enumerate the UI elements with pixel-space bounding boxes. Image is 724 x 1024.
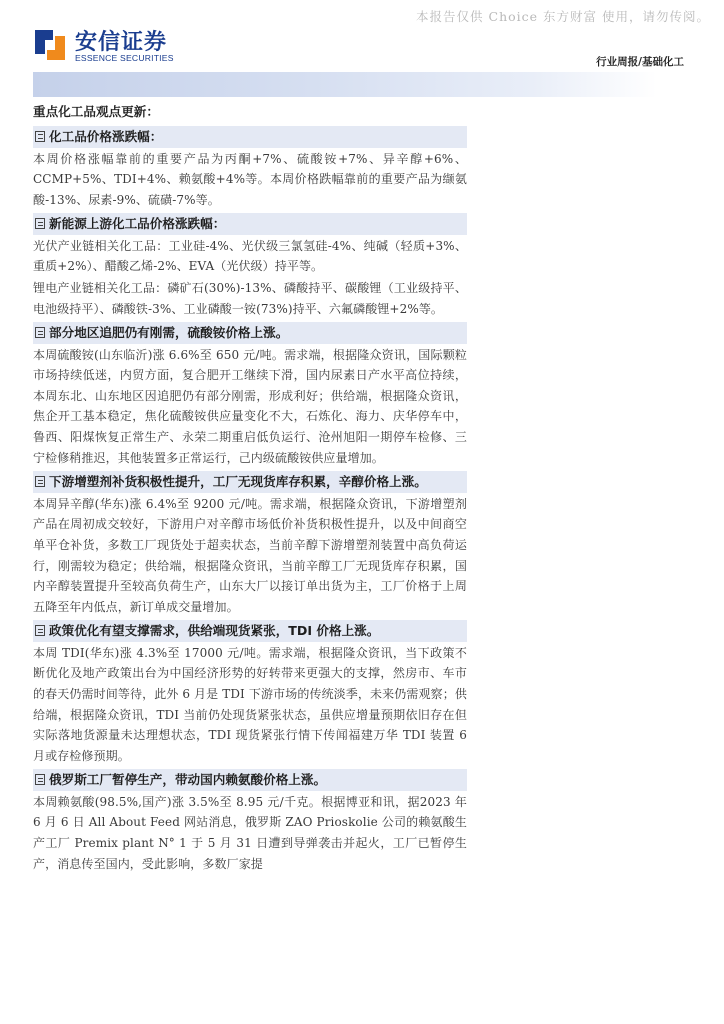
report-body	[33, 101, 467, 874]
bullet-icon	[35, 327, 45, 338]
bullet-icon	[35, 218, 45, 229]
section-heading	[33, 213, 467, 235]
bullet-icon	[35, 625, 45, 636]
report-type-label: 行业周报/基础化工	[596, 56, 684, 68]
section-heading	[33, 620, 467, 642]
section-heading-text: 化工品价格涨跌幅：	[49, 129, 163, 144]
brand-name-cn: 安信证券	[75, 30, 168, 55]
section-octanol	[33, 471, 467, 617]
paragraph: 锂电产业链相关化工品：磷矿石(30%)-13%、磷酸持平、碳酸锂（工业级持平、电池级持平）、磷酸铁-3%、工业磷酸一铵(73%)持平、六氟磷酸锂+2%等。	[33, 280, 467, 316]
bullet-icon	[35, 476, 45, 487]
section-price-changes	[33, 126, 467, 210]
section-heading-text: 下游增塑剂补货积极性提升，工厂无现货库存积累，辛醇价格上涨。	[49, 474, 427, 490]
section-heading	[33, 769, 467, 791]
company-logo	[33, 24, 203, 68]
paragraph: 本周 TDI(华东)涨 4.3%至 17000 元/吨。需求端，根据隆众资讯，当下政策不断优化及地产政策出台为中国经济形势的好转带来更强大的支撑，然房市、车市的春天仍需时间等待，此外 6 月是 TDI 下游市场的传统淡季，未来仍需观察；供给端，根据隆众资讯，TDI 当前仍处现货紧张状态，虽供应增量预期依旧存在但实际落地货源量未达理想状态，TDI 现货紧张行情下传闻福建万华 TDI 装置 6 月或存检修预期。	[33, 645, 467, 763]
watermark: 本报告仅供 Choice 东方财富 使用，请勿传阅。	[416, 9, 710, 24]
bullet-icon	[35, 131, 45, 142]
paragraph: 本周硫酸铵(山东临沂)涨 6.6%至 650 元/吨。需求端，根据隆众资讯，国际颗粒市场持续低迷，内贸方面，复合肥开工继续下滑，国内尿素日产水平高位持续，本周东北、山东地区因追肥仍有部分刚需，形成利好；供给端，根据隆众资讯，焦企开工基本稳定，焦化硫酸铵供应量变化不大，石炼化、海力、庆华停车中，鲁西、阳煤恢复正常生产、永荣二期重启低负运行、沧州旭阳一期停车检修、三宁检修稍推迟，其他装置多正常运行，己内级硫酸铵供应量增加。	[33, 347, 467, 465]
paragraph: 本周价格涨幅靠前的重要产品为丙酮+7%、硫酸铵+7%、异辛醇+6%、CCMP+5%、TDI+4%、赖氨酸+4%等。本周价格跌幅靠前的重要产品为缬氨酸-13%、尿素-9%、硫磺-7%等。	[33, 151, 467, 207]
section-heading-text: 政策优化有望支撑需求，供给端现货紧张，TDI 价格上涨。	[49, 623, 380, 639]
paragraph: 本周赖氨酸(98.5%,国产)涨 3.5%至 8.95 元/千克。根据博亚和讯，据2023 年 6 月 6 日 All About Feed 网站消息，俄罗斯 ZAO Prioskolie 公司的赖氨酸生产工厂 Premix plant N° 1 于 5 月 31 日遭到导弹袭击并起火，工厂已暂停生产，消息传至国内，受此影响，多数厂家提	[33, 794, 467, 871]
paragraph: 光伏产业链相关化工品：工业硅-4%、光伏级三氯氢硅-4%、纯碱（轻质+3%、重质+2%）、醋酸乙烯-2%、EVA（光伏级）持平等。	[33, 238, 467, 274]
section-heading	[33, 126, 467, 148]
header-band	[33, 72, 657, 97]
section-heading	[33, 471, 467, 493]
logo-mark-icon	[33, 26, 67, 62]
section-ammonium-sulfate	[33, 322, 467, 468]
section-lysine	[33, 769, 467, 874]
section-heading-text: 俄罗斯工厂暂停生产，带动国内赖氨酸价格上涨。	[49, 772, 327, 788]
page-title: 重点化工品观点更新：	[33, 104, 159, 119]
section-heading-text: 新能源上游化工品价格涨跌幅：	[49, 216, 226, 232]
bullet-icon	[35, 774, 45, 785]
section-heading-text: 部分地区追肥仍有刚需，硫酸铵价格上涨。	[49, 325, 289, 341]
section-tdi	[33, 620, 467, 766]
section-heading	[33, 322, 467, 344]
brand-name-en: ESSENCE SECURITIES	[75, 53, 174, 63]
section-new-energy	[33, 213, 467, 319]
paragraph: 本周异辛醇(华东)涨 6.4%至 9200 元/吨。需求端，根据隆众资讯，下游增塑剂产品在周初成交较好，下游用户对辛醇市场低价补货积极性提升，以及中间商空单平仓补货，多数工厂现货处于超卖状态，当前辛醇下游增塑剂装置中高负荷运行，刚需较为稳定；供给端，根据隆众资讯，当前辛醇工厂无现货库存积累，国内辛醇装置提升至较高负荷生产，山东大厂以接订单出货为主，工厂价格于上周五降至年内低点，新订单成交量增加。	[33, 496, 467, 614]
